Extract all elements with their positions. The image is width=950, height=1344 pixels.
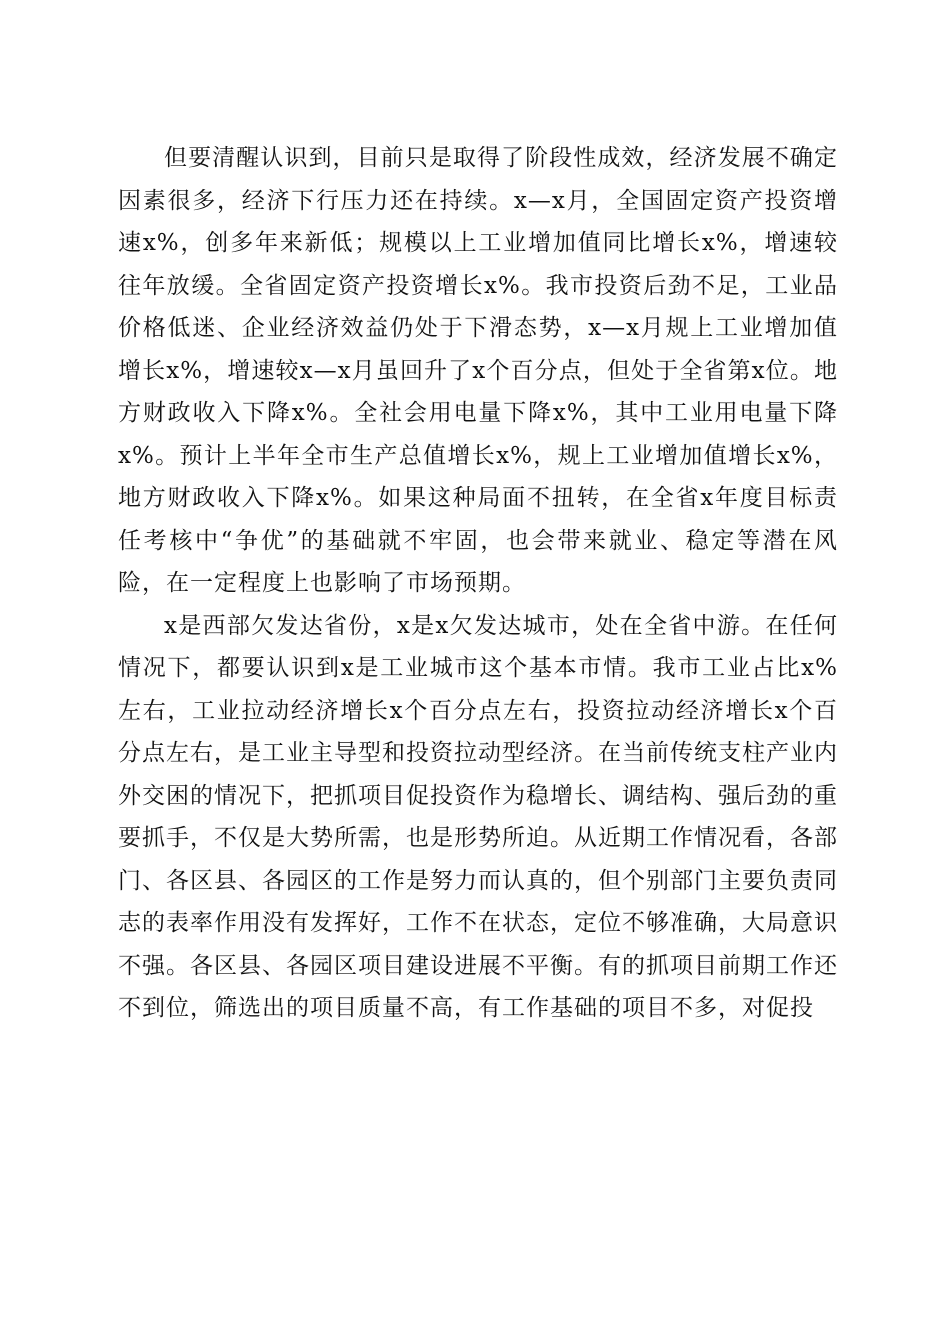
document-body [118,137,838,1030]
paragraph-economic-pressure: 但要清醒认识到，目前只是取得了阶段性成效，经济发展不确定因素很多，经济下行压力还在持续。x—x月，全国固定资产投资增速x%，创多年来新低；规模以上工业增加值同比增长x%，增速较往年放缓。全省固定资产投资增长x%。我市投资后劲不足，工业品价格低迷、企业经济效益仍处于下滑态势，x—x月规上工业增加值增长x%，增速较x—x月虽回升了x个百分点，但处于全省第x位。地方财政收入下降x%。全社会用电量下降x%，其中工业用电量下降x%。预计上半年全市生产总值增长x%，规上工业增加值增长x%，地方财政收入下降x%。如果这种局面不扭转，在全省x年度目标责任考核中“争优”的基础就不牢固，也会带来就业、稳定等潜在风险，在一定程度上也影响了市场预期。 [118,145,838,596]
paragraph-industrial-city: x是西部欠发达省份，x是x欠发达城市，处在全省中游。在任何情况下，都要认识到x是工业城市这个基本市情。我市工业占比x%左右，工业拉动经济增长x个百分点左右，投资拉动经济增长x个百分点左右，是工业主导型和投资拉动型经济。在当前传统支柱产业内外交困的情况下，把抓项目促投资作为稳增长、调结构、强后劲的重要抓手，不仅是大势所需，也是形势所迫。从近期工作情况看，各部门、各区县、各园区的工作是努力而认真的，但个别部门主要负责同志的表率作用没有发挥好，工作不在状态，定位不够准确，大局意识不强。各区县、各园区项目建设进展不平衡。有的抓项目前期工作还不到位，筛选出的项目质量不高，有工作基础的项目不多，对促投 [118,612,838,1021]
